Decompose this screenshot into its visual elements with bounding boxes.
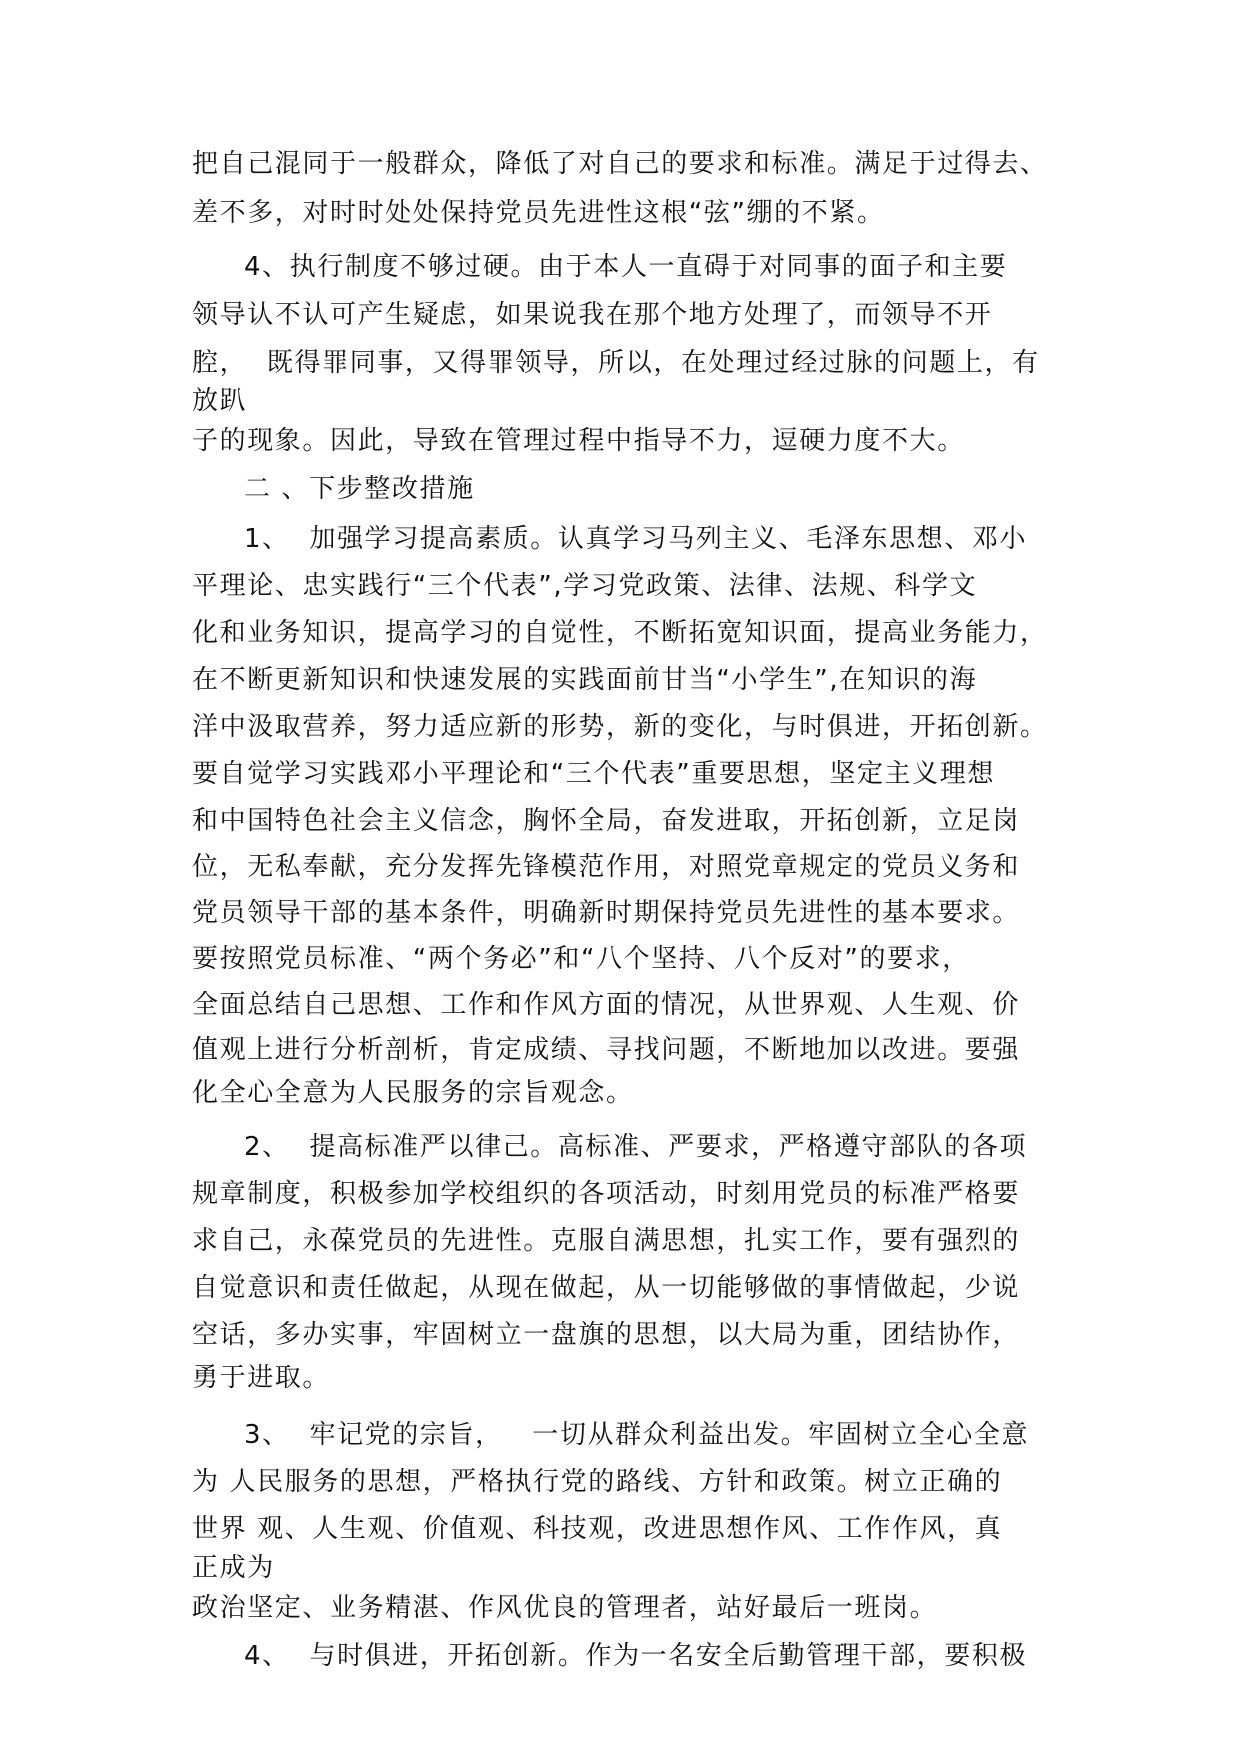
- text-line: 2、 提高标准严以律己。高标准、严要求，严格遵守部队的各项: [244, 1132, 1028, 1162]
- text-line: 3、 牢记党的宗旨， 一切从群众利益出发。牢固树立全心全意: [244, 1420, 1030, 1450]
- text-line: 党员领导干部的基本条件，明确新时期保持党员先进性的基本要求。: [192, 898, 1021, 928]
- text-line: 把自己混同于一般群众，降低了对自己的要求和标准。满足于过得去、: [192, 149, 1048, 179]
- text-line: 位，无私奉献，充分发挥先锋模范作用，对照党章规定的党员义务和: [192, 852, 1021, 882]
- text-line: 自觉意识和责任做起，从现在做起，从一切能够做的事情做起，少说: [192, 1273, 1021, 1303]
- text-line: 和中国特色社会主义信念，胸怀全局，奋发进取，开拓创新，立足岗: [192, 806, 1021, 836]
- text-line: 4、执行制度不够过硬。由于本人一直碍于对同事的面子和主要: [244, 252, 1008, 282]
- text-line: 值观上进行分析剖析，肯定成绩、寻找问题，不断地加以改进。要强: [192, 1035, 1021, 1065]
- section-heading: 二 、下步整改措施: [244, 474, 475, 504]
- text-line: 全面总结自己思想、工作和作风方面的情况，从世界观、人生观、价: [192, 990, 1021, 1020]
- text-line: 平理论、忠实践行“三个代表”,学习党政策、法律、法规、科学文: [192, 571, 978, 601]
- text-line: 世界 观、人生观、价值观、科技观，改进思想作风、工作作风，真: [192, 1514, 1003, 1544]
- text-line: 要按照党员标准、“两个务必”和“八个坚持、八个反对”的要求，: [192, 944, 970, 974]
- text-line: 为 人民服务的思想，严格执行党的路线、方针和政策。树立正确的: [192, 1467, 1003, 1497]
- text-line: 要自觉学习实践邓小平理论和“三个代表”重要思想，坚定主义理想: [192, 759, 995, 789]
- text-line: 化全心全意为人民服务的宗旨观念。: [192, 1078, 634, 1108]
- text-line: 洋中汲取营养，努力适应新的形势，新的变化，与时俱进，开拓创新。: [192, 712, 1048, 742]
- text-line: 差不多，对时时处处保持党员先进性这根“弦”绷的不紧。: [192, 198, 885, 228]
- text-line: 4、 与时俱进，开拓创新。作为一名安全后勤管理干部，要积极: [244, 1641, 1028, 1671]
- text-line: 求自己，永葆党员的先进性。克服自满思想，扎实工作，要有强烈的: [192, 1226, 1021, 1256]
- text-line: 空话，多办实事，牢固树立一盘旗的思想，以大局为重，团结协作，: [192, 1320, 1021, 1350]
- text-line: 在不断更新知识和快速发展的实践面前甘当“小学生”,在知识的海: [192, 665, 978, 695]
- text-line: 腔， 既得罪同事，又得罪领导，所以，在处理过经过脉的问题上，有: [192, 348, 1040, 378]
- text-line: 政治坚定、业务精湛、作风优良的管理者，站好最后一班岗。: [192, 1593, 938, 1623]
- text-line: 1、 加强学习提高素质。认真学习马列主义、毛泽东思想、邓小: [244, 524, 1028, 554]
- text-line: 化和业务知识，提高学习的自觉性，不断拓宽知识面，提高业务能力，: [192, 618, 1048, 648]
- text-line: 领导认不认可产生疑虑，如果说我在那个地方处理了，而领导不开: [192, 300, 993, 330]
- text-line: 规章制度，积极参加学校组织的各项活动，时刻用党员的标准严格要: [192, 1179, 1021, 1209]
- text-line: 放趴: [192, 386, 248, 416]
- text-line: 子的现象。因此，导致在管理过程中指导不力，逗硬力度不大。: [192, 426, 965, 456]
- text-line: 勇于进取。: [192, 1363, 331, 1393]
- text-line: 正成为: [192, 1553, 275, 1583]
